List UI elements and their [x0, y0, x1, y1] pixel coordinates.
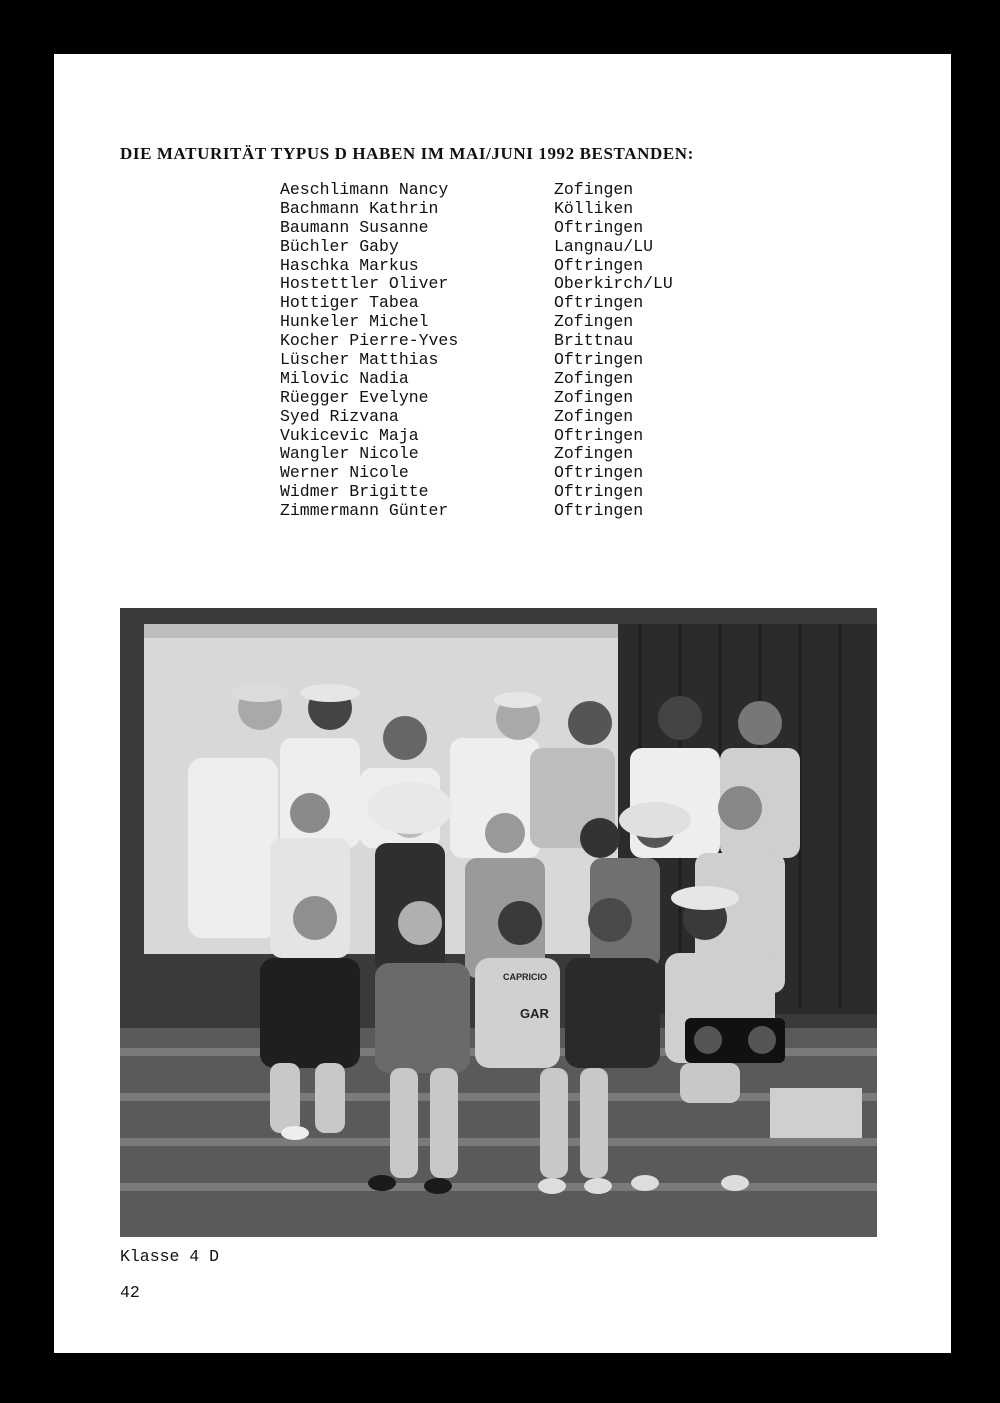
- roster-row: [280, 502, 673, 521]
- student-name: Wangler Nicole: [280, 444, 419, 464]
- class-photo: [120, 608, 877, 1237]
- student-hometown: Oftringen: [554, 350, 644, 370]
- shirt-text-capricio: CAPRICIO: [503, 972, 548, 982]
- student-name: Milovic Nadia: [280, 368, 409, 388]
- roster-row: [280, 257, 673, 276]
- student-name: Aeschlimann Nancy: [280, 180, 449, 199]
- roster-row: [280, 351, 673, 370]
- student-name: Hottiger Tabea: [280, 293, 419, 313]
- roster-row: [280, 313, 673, 332]
- student-name: Büchler Gaby: [280, 236, 399, 256]
- roster-row: [280, 219, 673, 238]
- student-hometown: Zofingen: [554, 387, 634, 407]
- student-hometown: Oftringen: [554, 293, 644, 313]
- roster-row: [280, 200, 673, 219]
- roster-row: [280, 427, 673, 446]
- student-name: Hostettler Oliver: [280, 274, 449, 294]
- student-hometown: Oftringen: [554, 482, 644, 502]
- roster-row: [280, 332, 673, 351]
- roster-row: [280, 370, 673, 389]
- student-hometown: Oftringen: [554, 501, 644, 521]
- student-roster: [280, 181, 673, 521]
- page-number: 42: [120, 1283, 140, 1302]
- student-hometown: Oftringen: [554, 463, 644, 483]
- roster-row: [280, 445, 673, 464]
- student-hometown: Oftringen: [554, 255, 644, 275]
- roster-row: [280, 408, 673, 427]
- roster-row: [280, 275, 673, 294]
- page-heading: DIE MATURITÄT TYPUS D HABEN IM MAI/JUNI 1992 BESTANDEN:: [120, 144, 694, 163]
- student-name: Werner Nicole: [280, 463, 409, 483]
- student-hometown: Zofingen: [554, 406, 634, 426]
- student-name: Widmer Brigitte: [280, 482, 429, 502]
- student-name: Zimmermann Günter: [280, 501, 449, 521]
- roster-row: [280, 464, 673, 483]
- document-page: [54, 54, 951, 1353]
- student-name: Vukicevic Maja: [280, 425, 419, 445]
- roster-row: [280, 294, 673, 313]
- student-hometown: Zofingen: [554, 312, 634, 332]
- student-name: Syed Rizvana: [280, 406, 399, 426]
- student-name: Baumann Susanne: [280, 217, 429, 237]
- photo-caption: Klasse 4 D: [120, 1247, 220, 1266]
- roster-row: [280, 483, 673, 502]
- student-hometown: Brittnau: [554, 331, 634, 351]
- student-name: Haschka Markus: [280, 255, 419, 275]
- student-name: Lüscher Matthias: [280, 350, 439, 370]
- shirt-text-gar: GAR: [520, 1006, 549, 1021]
- student-hometown: Oftringen: [554, 425, 644, 445]
- student-name: Kocher Pierre-Yves: [280, 331, 459, 351]
- student-hometown: Oftringen: [554, 217, 644, 237]
- student-name: Bachmann Kathrin: [280, 198, 439, 218]
- roster-row: [280, 181, 673, 200]
- student-hometown: Kölliken: [554, 198, 634, 218]
- student-hometown: Langnau/LU: [554, 236, 654, 256]
- student-name: Rüegger Evelyne: [280, 387, 429, 407]
- student-hometown: Zofingen: [554, 368, 634, 388]
- roster-row: [280, 238, 673, 257]
- student-hometown: Zofingen: [554, 444, 634, 464]
- student-hometown: Oberkirch/LU: [554, 274, 673, 294]
- student-name: Hunkeler Michel: [280, 312, 429, 332]
- roster-row: [280, 389, 673, 408]
- student-hometown: Zofingen: [554, 180, 634, 199]
